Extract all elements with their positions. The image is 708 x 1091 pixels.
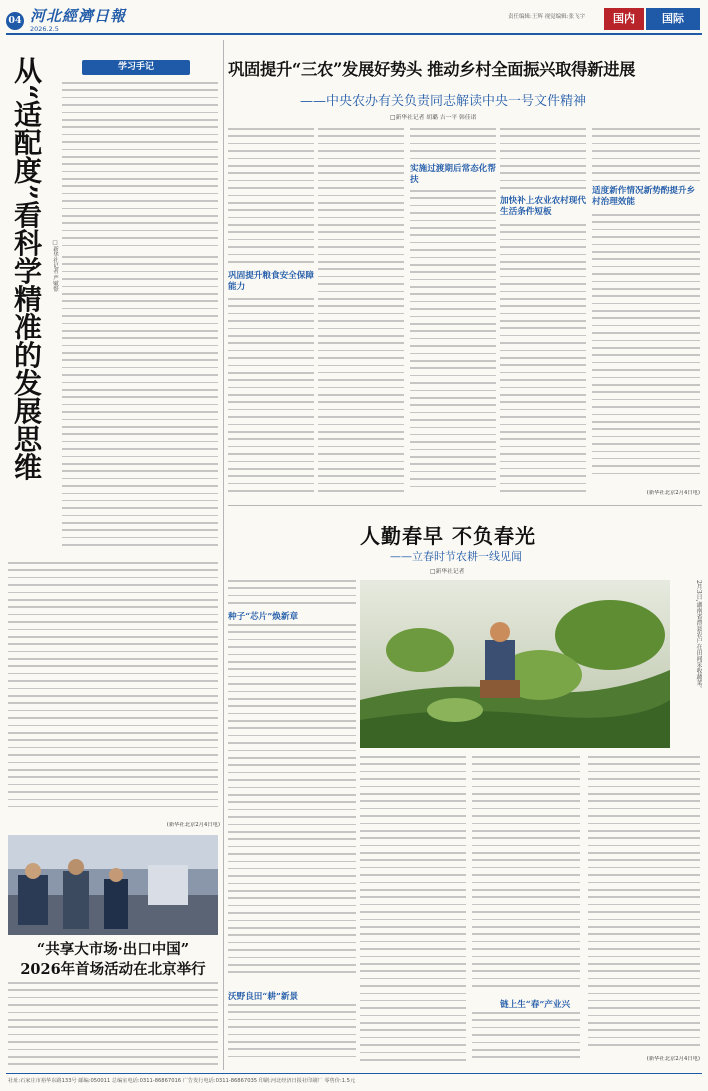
section-rule (228, 505, 702, 506)
issue-date: 2026.2.5 (30, 25, 59, 33)
feature-subhead-1: 种子“芯片”焕新章 (228, 612, 299, 622)
paper-logo: 河北經濟日報 (30, 7, 127, 25)
column-badge: 学习手记 (82, 60, 190, 75)
footer-rule (6, 1073, 702, 1074)
bottom-title-line-1: “共享大市场·出口中国” (36, 941, 190, 958)
lead-col-1 (228, 128, 314, 268)
feature-byline: □新华社记者 (430, 569, 465, 575)
column-divider (223, 40, 224, 1070)
farm-photo (360, 580, 670, 748)
feature-col-3b (472, 1012, 580, 1068)
column-ending: (新华社北京2月4日电) (166, 822, 220, 828)
masthead-rule (6, 33, 702, 35)
feature-col-2 (360, 756, 466, 1068)
column-title: 从“适配度”看科学精准的发展思维 (10, 56, 43, 481)
expo-photo (8, 835, 218, 935)
feature-col-1c (228, 1004, 356, 1068)
lead-col-5b (592, 214, 700, 484)
feature-subhead-2: 沃野良田“耕”新景 (228, 992, 299, 1002)
lead-subhead-1: 巩固提升粮食安全保障能力 (228, 271, 314, 292)
feature-col-3a (472, 756, 580, 992)
lead-col-4b (500, 224, 586, 500)
editor-credits: 责任编辑:王辉 视觉编辑:张飞宇 (508, 14, 585, 20)
bottom-body (8, 982, 218, 1070)
page-number-badge: 04 (6, 12, 24, 30)
lead-col-2 (318, 128, 404, 500)
feature-col-4 (588, 756, 700, 1052)
lead-byline: □新华社记者 胡璐 吉一平 韩佳诺 (390, 115, 477, 121)
feature-ending: (新华社北京2月4日电) (646, 1056, 700, 1062)
feature-subhead-3: 链上生“春”产业兴 (500, 1000, 571, 1010)
lead-col-4a (500, 128, 586, 192)
tab-domestic: 国内 (604, 8, 644, 30)
lead-col-1b (228, 298, 314, 500)
tab-international: 国际 (646, 8, 700, 30)
column-byline: □新华社记者 严赋憬 (52, 240, 58, 292)
feature-title: 人勤春早 不负春光 (360, 524, 536, 548)
column-body-top (62, 82, 218, 254)
photo-caption: 2月3日,湖南省澧县农户在田间采收蔬菜。 (695, 580, 702, 692)
footer-info: 社址:石家庄市裕华东路133号 邮编:050011 总编室电话:0311-86867016 广告发行电话:0311-86867035 印刷:河北经济日报社印刷厂 零售价:1.5元 (8, 1078, 356, 1084)
lead-title: 巩固提升“三农”发展好势头 推动乡村全面振兴取得新进展 (228, 60, 636, 79)
lead-subtitle: ——中央农办有关负责同志解读中央一号文件精神 (300, 94, 587, 109)
lead-col-3b (410, 190, 496, 500)
lead-ending: (新华社北京2月4日电) (646, 490, 700, 496)
lead-col-3a (410, 128, 496, 162)
lead-subhead-3: 加快补上农业农村现代生活条件短板 (500, 196, 586, 217)
lead-col-5a (592, 128, 700, 184)
lead-subhead-2: 实施过渡期后常态化帮扶 (410, 164, 496, 185)
bottom-title-line-2: 2026年首场活动在北京举行 (20, 961, 206, 978)
column-body-mid (62, 256, 218, 556)
column-body-bottom (8, 562, 218, 820)
feature-col-1a (228, 580, 356, 608)
feature-col-1b (228, 624, 356, 984)
feature-subtitle: ——立春时节农耕一线见闻 (390, 550, 522, 563)
lead-subhead-4: 适度新作情况新势酌提升乡村治理效能 (592, 186, 696, 207)
